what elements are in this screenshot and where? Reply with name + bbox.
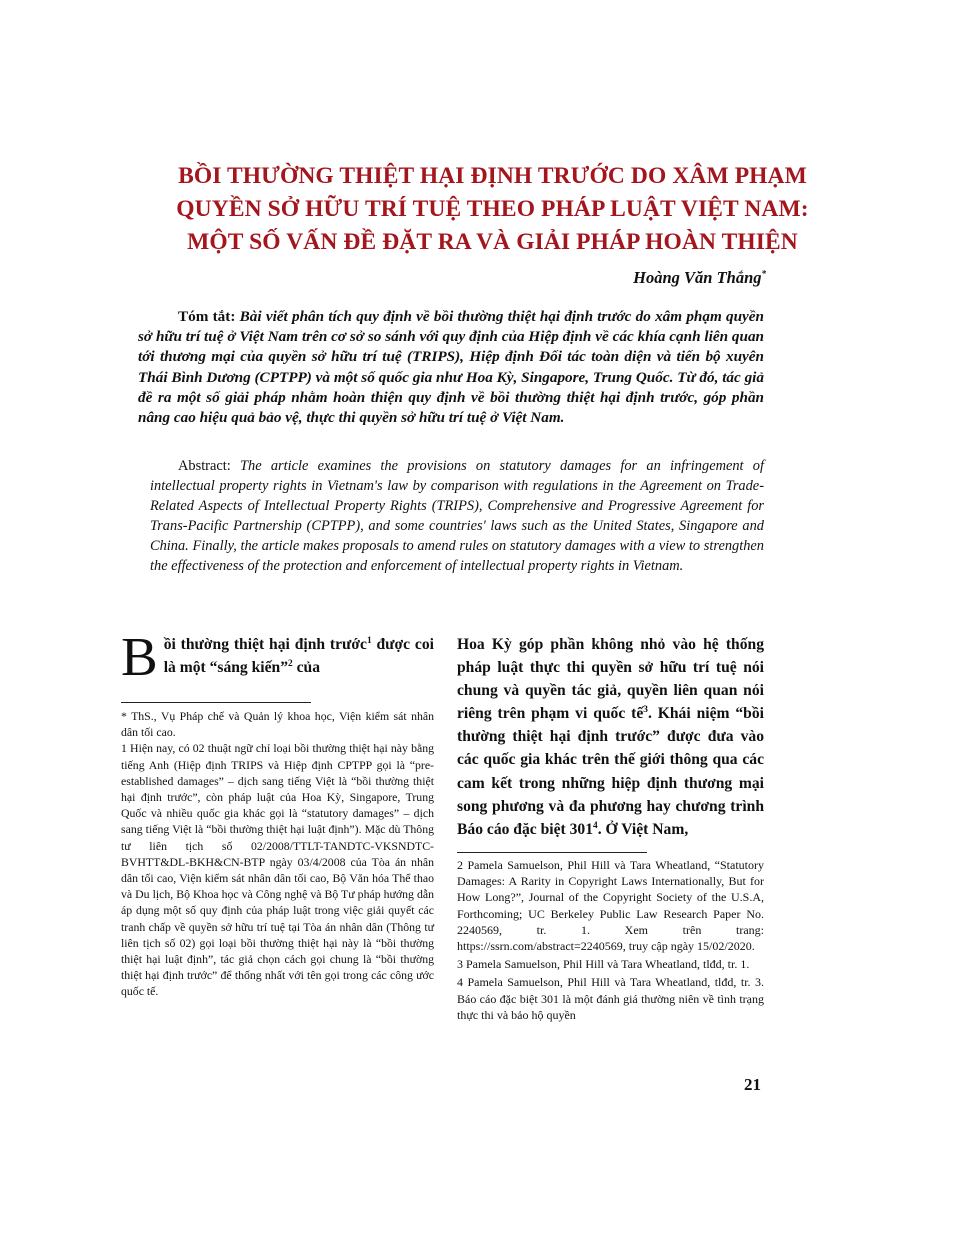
intro-text-2: được coi là một “sáng kiến” — [163, 636, 434, 676]
author-name: Hoàng Văn Thắng — [633, 268, 762, 287]
footnotes-right — [457, 857, 764, 1025]
page-number: 21 — [744, 1075, 761, 1094]
footnote-divider-left — [121, 702, 311, 703]
author-byline — [633, 268, 766, 288]
body-paragraph — [457, 633, 764, 841]
footnote-2: 2 Pamela Samuelson, Phil Hill và Tara Wheatland, “Statutory Damages: A Rarity in Copyright Laws Internationally, But for How Long?”, Journal of the Copyright Society of the U.S.A, Forthcoming; UC Berkeley Public Law Research Paper No. 2240569, tr. 1. Xem trên trang: https://ssrn.com/abstract=2240569, truy cập ngày 15/02/2020. — [457, 858, 764, 954]
abstract-english — [150, 456, 764, 577]
footnotes-left — [121, 708, 434, 1000]
title-line: MỘT SỐ VẤN ĐỀ ĐẶT RA VÀ GIẢI PHÁP HOÀN THIỆN — [187, 229, 798, 255]
abstract-en-text: The article examines the provisions on statutory damages for an infringement of intellectual property rights in Vietnam's law by comparison with regulations in the Agreement on Trade-Related Aspects of Intellectual Property Rights (TRIPS), Comprehensive and Progressive Agreement for Trans-Pacific Partnership (CPTPP), and some countries' laws such as the United States, Singapore and China. Finally, the article makes proposals to amend rules on statutory damages with a view to strengthen the effectiveness of the protection and enforcement of intellectual property rights in Vietnam. — [150, 458, 764, 575]
abstract-vi-text: Bài viết phân tích quy định về bồi thường thiệt hại định trước do xâm phạm quyền sở hữu trí tuệ ở Việt Nam trên cơ sở so sánh với quy định của Hiệp định về các khía cạnh liên quan tới thương mại của quyền sở hữu trí tuệ (TRIPS), Hiệp định Đối tác toàn diện và tiến bộ xuyên Thái Bình Dương (CPTPP) và một số quốc gia như Hoa Kỳ, Singapore, Trung Quốc. Từ đó, tác giả đề ra một số giải pháp nhằm hoàn thiện quy định về bồi thường thiệt hại định trước, góp phần nâng cao hiệu quả bảo vệ, thực thi quyền sở hữu trí tuệ ở Việt Nam. — [138, 308, 764, 427]
drop-cap: B — [121, 626, 158, 687]
intro-paragraph — [121, 626, 434, 687]
body-text-c: . Ở Việt Nam, — [597, 820, 689, 838]
footnote-3: 3 Pamela Samuelson, Phil Hill và Tara Wheatland, tlđd, tr. 1. — [457, 957, 750, 972]
footnote-ref-1: 1 — [366, 635, 372, 646]
body-text-a: Hoa Kỳ góp phần không nhỏ vào hệ thống pháp luật thực thi quyền sở hữu trí tuệ nói chung và quyền tác giả, quyền liên quan nói riêng trên phạm vi quốc tế — [457, 636, 764, 723]
footnote-1: 1 Hiện nay, có 02 thuật ngữ chỉ loại bồi thường thiệt hại này bằng tiếng Anh (Hiệp định TRIPS và Hiệp định CPTPP gọi là “pre-established damages” – dịch sang tiếng Việt là “bồi thường thiệt hại định trước”, còn pháp luật của Hoa Kỳ, Singapore, Trung Quốc và nhiều quốc gia khác gọi là “statutory damages” – dịch sang tiếng Việt là “bồi thường thiệt hại luật định”). Mặc dù Thông tư liên tịch số 02/2008/TTLT-TANDTC-VKSNDTC-BVHTT&DL-BKH&CN-BTP ngày 03/4/2008 của Tòa án nhân dân tối cao, Viện kiểm sát nhân dân tối cao, Bộ Văn hóa Thể thao và Du lịch, Bộ Khoa học và Công nghệ và Bộ Tư pháp hướng dẫn áp dụng một số quy định của pháp luật trong việc giải quyết các tranh chấp về quyền sở hữu trí tuệ tại Tòa án nhân dân (Thông tư liên tịch số 02) gọi loại bồi thường thiệt hại này là “bồi thường thiệt hại luật định”, tác giả chọn cách gọi chung là “bồi thường thiệt hại định trước” để thống nhất với tên gọi trong các công ước quốc tế. — [121, 741, 434, 999]
title-line: QUYỀN SỞ HỮU TRÍ TUỆ THEO PHÁP LUẬT VIỆT NAM: — [176, 196, 809, 222]
article-title — [120, 160, 865, 259]
intro-text-3: của — [292, 659, 321, 676]
footnote-divider-right — [457, 852, 647, 853]
author-footnote-mark: * — [761, 268, 766, 279]
body-right-column — [457, 633, 764, 841]
footnote-4: 4 Pamela Samuelson, Phil Hill và Tara Wheatland, tlđd, tr. 3. Báo cáo đặc biệt 301 là một đánh giá thường niên về tình trạng thực thi và bảo hộ quyền — [457, 975, 764, 1022]
footnote-ref-3: 3 — [643, 705, 648, 716]
abstract-vi-label: Tóm tắt: — [178, 308, 236, 325]
footnote-author: * ThS., Vụ Pháp chế và Quản lý khoa học, Viện kiểm sát nhân dân tối cao. — [121, 709, 434, 740]
title-line: BỒI THƯỜNG THIỆT HẠI ĐỊNH TRƯỚC DO XÂM PHẠM — [178, 163, 807, 189]
abstract-vietnamese — [138, 307, 764, 428]
footnote-ref-2: 2 — [288, 658, 293, 669]
abstract-en-label: Abstract: — [178, 458, 231, 474]
body-text-b: . Khái niệm “bồi thường thiệt hại định trước” được đưa vào các quốc gia khác trên thế giới thông qua các cam kết trong những hiệp định thương mại song phương và đa phương hay chương trình Báo cáo đặc biệt 301 — [457, 705, 764, 838]
footnote-ref-4: 4 — [593, 820, 598, 831]
intro-text-1: ồi thường thiệt hại định trước — [163, 636, 367, 653]
